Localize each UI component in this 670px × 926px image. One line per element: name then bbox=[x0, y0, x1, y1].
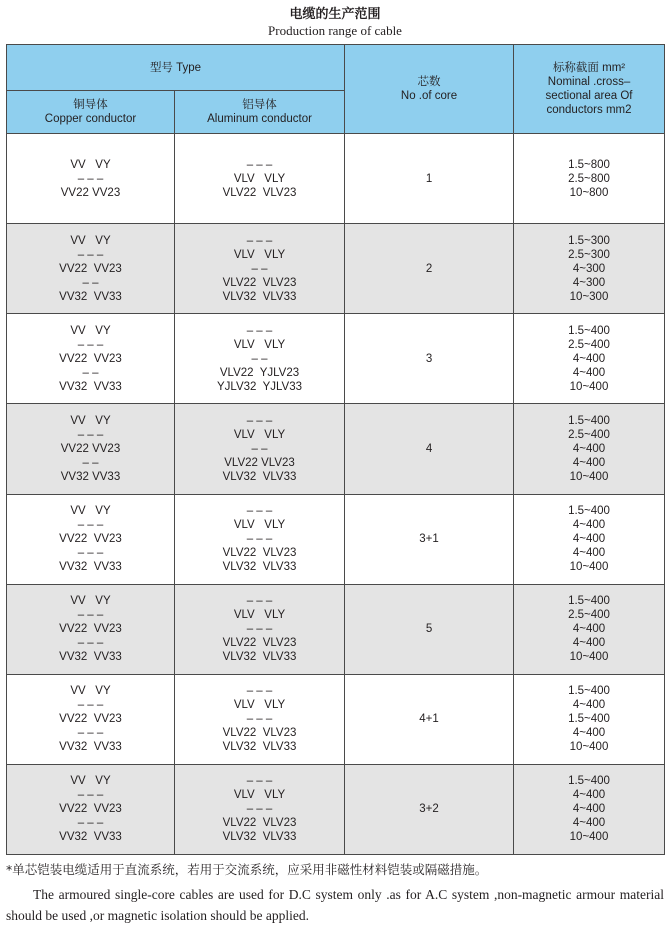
area-cell bbox=[514, 494, 665, 584]
cores-header-cn: 芯数 bbox=[417, 76, 441, 88]
cable-range-table bbox=[6, 44, 665, 855]
copper-cell-line: – – – bbox=[77, 699, 104, 712]
table-row bbox=[7, 404, 665, 494]
copper-cell-line: VV22 VV23 bbox=[59, 803, 122, 816]
aluminum-cell-line: – – – bbox=[246, 775, 273, 788]
aluminum-cell-line: VLV22 VLV23 bbox=[222, 276, 297, 289]
aluminum-cell bbox=[175, 494, 345, 584]
aluminum-cell bbox=[175, 224, 345, 314]
cores-cell: 3 bbox=[345, 314, 514, 404]
area-cell-line: 1.5~400 bbox=[568, 713, 610, 726]
cores-cell: 4 bbox=[345, 404, 514, 494]
table-row bbox=[7, 674, 665, 764]
area-cell-line: 2.5~300 bbox=[568, 248, 610, 261]
area-cell-line: 1.5~400 bbox=[568, 505, 610, 518]
area-cell-line: 4~400 bbox=[572, 699, 606, 712]
area-cell-line: 2.5~400 bbox=[568, 609, 610, 622]
area-cell-line: 4~400 bbox=[572, 456, 606, 469]
cores-cell: 2 bbox=[345, 224, 514, 314]
aluminum-cell-line: VLV32 VLV33 bbox=[222, 651, 297, 664]
area-cell-line: 4~400 bbox=[572, 442, 606, 455]
area-cell-line: 1.5~800 bbox=[568, 158, 610, 171]
area-cell-line: 1.5~400 bbox=[568, 595, 610, 608]
aluminum-cell-line: – – – bbox=[246, 324, 273, 337]
area-cell-line: 4~400 bbox=[572, 519, 606, 532]
copper-cell-line: VV32 VV33 bbox=[59, 290, 122, 303]
copper-cell-line: – – bbox=[82, 276, 99, 289]
aluminum-cell-line: – – bbox=[251, 442, 268, 455]
area-cell-line: 10~400 bbox=[569, 470, 609, 483]
copper-cell-line: VV VY bbox=[70, 234, 111, 247]
copper-cell-line: – – – bbox=[77, 428, 104, 441]
copper-cell-line: VV VY bbox=[70, 505, 111, 518]
copper-cell bbox=[7, 224, 175, 314]
copper-cell-line: VV VY bbox=[70, 414, 111, 427]
note-en: The armoured single-core cables are used for D.C system only .as for A.C system ,non-magnetic armour material should be used ,or magnetic isolation should be applied. bbox=[6, 887, 664, 923]
copper-cell bbox=[7, 404, 175, 494]
cores-header bbox=[345, 45, 514, 134]
table-body bbox=[7, 134, 665, 855]
copper-cell-line: VV22 VV23 bbox=[60, 442, 121, 455]
copper-cell-line: VV22 VV23 bbox=[60, 186, 121, 199]
table-row bbox=[7, 494, 665, 584]
aluminum-cell-line: VLV22 VLV23 bbox=[222, 727, 297, 740]
area-header-cn: 标称截面 mm² bbox=[552, 62, 626, 74]
area-cell bbox=[514, 584, 665, 674]
copper-cell bbox=[7, 314, 175, 404]
area-cell-line: 1.5~400 bbox=[568, 414, 610, 427]
aluminum-cell bbox=[175, 764, 345, 854]
cores-cell: 3+2 bbox=[345, 764, 514, 854]
area-cell bbox=[514, 764, 665, 854]
cores-cell: 1 bbox=[345, 134, 514, 224]
area-header-en-line: sectional area Of bbox=[545, 90, 633, 102]
area-cell-line: 4~300 bbox=[572, 262, 606, 275]
copper-cell bbox=[7, 764, 175, 854]
aluminum-cell-line: VLV22 VLV23 bbox=[222, 817, 297, 830]
area-header bbox=[514, 45, 665, 134]
type-header: 型号 Type bbox=[7, 45, 345, 91]
copper-cell bbox=[7, 584, 175, 674]
aluminum-cell-line: – – bbox=[251, 262, 268, 275]
area-cell-line: 10~400 bbox=[569, 831, 609, 844]
aluminum-header-en: Aluminum conductor bbox=[207, 113, 312, 125]
copper-cell-line: VV32 VV33 bbox=[59, 831, 122, 844]
area-cell-line: 10~800 bbox=[569, 186, 609, 199]
aluminum-cell-line: VLV32 VLV33 bbox=[222, 561, 297, 574]
aluminum-cell-line: VLV VLY bbox=[233, 699, 286, 712]
area-cell-line: 4~400 bbox=[572, 623, 606, 636]
aluminum-cell-line: – – – bbox=[246, 234, 273, 247]
area-header-en-line: conductors mm2 bbox=[546, 104, 632, 116]
aluminum-cell-line: – – – bbox=[246, 595, 273, 608]
table-row bbox=[7, 764, 665, 854]
copper-header-en: Copper conductor bbox=[44, 113, 137, 125]
aluminum-cell-line: VLV32 VLV33 bbox=[222, 741, 297, 754]
area-cell bbox=[514, 314, 665, 404]
aluminum-cell-line: VLV22 VLV23 bbox=[222, 547, 297, 560]
page-title-cn: 电缆的生产范围 bbox=[289, 7, 381, 22]
copper-cell-line: – – – bbox=[77, 248, 104, 261]
copper-cell-line: – – – bbox=[77, 637, 104, 650]
copper-cell-line: – – – bbox=[77, 547, 104, 560]
aluminum-cell-line: VLV VLY bbox=[233, 172, 286, 185]
copper-cell-line: VV VY bbox=[70, 324, 111, 337]
cores-cell: 3+1 bbox=[345, 494, 514, 584]
aluminum-cell-line: – – – bbox=[246, 533, 273, 546]
aluminum-cell-line: VLV VLY bbox=[233, 338, 286, 351]
area-cell-line: 4~400 bbox=[572, 533, 606, 546]
copper-cell bbox=[7, 494, 175, 584]
area-cell-line: 10~400 bbox=[569, 651, 609, 664]
aluminum-cell-line: – – bbox=[251, 352, 268, 365]
copper-cell-line: – – – bbox=[77, 338, 104, 351]
copper-cell-line: – – bbox=[82, 366, 99, 379]
copper-cell-line: – – – bbox=[77, 609, 104, 622]
aluminum-cell-line: VLV22 VLV23 bbox=[224, 456, 295, 469]
area-cell-line: 1.5~300 bbox=[568, 234, 610, 247]
aluminum-cell-line: VLV32 VLV33 bbox=[222, 470, 297, 483]
page-title-en: Production range of cable bbox=[268, 23, 402, 38]
aluminum-cell-line: VLV22 VLV23 bbox=[222, 637, 297, 650]
aluminum-cell-line: – – – bbox=[246, 623, 273, 636]
cores-header-en: No .of core bbox=[400, 90, 458, 102]
aluminum-cell-line: YJLV32 YJLV33 bbox=[216, 380, 303, 393]
copper-cell-line: – – – bbox=[77, 172, 104, 185]
area-cell-line: 4~400 bbox=[572, 817, 606, 830]
aluminum-cell-line: – – – bbox=[246, 713, 273, 726]
area-cell bbox=[514, 404, 665, 494]
copper-cell-line: VV32 VV33 bbox=[59, 741, 122, 754]
area-cell-line: 4~400 bbox=[572, 352, 606, 365]
aluminum-cell-line: VLV VLY bbox=[233, 789, 286, 802]
copper-cell-line: – – bbox=[82, 456, 99, 469]
area-cell-line: 10~400 bbox=[569, 380, 609, 393]
table-row bbox=[7, 584, 665, 674]
area-cell-line: 1.5~400 bbox=[568, 775, 610, 788]
aluminum-cell bbox=[175, 134, 345, 224]
note-cn: *单芯铠装电缆适用于直流系统，若用于交流系统，应采用非磁性材料铠装或隔磁措施。 bbox=[6, 862, 488, 877]
area-cell-line: 4~400 bbox=[572, 789, 606, 802]
area-cell-line: 4~400 bbox=[572, 727, 606, 740]
copper-cell bbox=[7, 134, 175, 224]
copper-cell-line: VV VY bbox=[70, 158, 111, 171]
aluminum-cell bbox=[175, 404, 345, 494]
aluminum-cell-line: – – – bbox=[246, 685, 273, 698]
aluminum-cell-line: – – – bbox=[246, 505, 273, 518]
area-cell-line: 10~400 bbox=[569, 561, 609, 574]
area-cell bbox=[514, 674, 665, 764]
area-cell-line: 10~300 bbox=[569, 290, 609, 303]
area-cell-line: 4~400 bbox=[572, 547, 606, 560]
copper-cell-line: VV VY bbox=[70, 595, 111, 608]
table-row bbox=[7, 224, 665, 314]
area-cell bbox=[514, 224, 665, 314]
aluminum-cell-line: VLV VLY bbox=[233, 519, 286, 532]
copper-cell-line: – – – bbox=[77, 519, 104, 532]
copper-cell-line: VV22 VV23 bbox=[59, 262, 122, 275]
aluminum-cell-line: VLV32 VLV33 bbox=[222, 290, 297, 303]
copper-cell-line: VV22 VV23 bbox=[59, 352, 122, 365]
table-row bbox=[7, 314, 665, 404]
copper-cell-line: VV32 VV33 bbox=[59, 380, 122, 393]
aluminum-cell-line: – – – bbox=[246, 803, 273, 816]
area-cell-line: 4~300 bbox=[572, 276, 606, 289]
copper-cell-line: VV VY bbox=[70, 685, 111, 698]
copper-cell-line: VV22 VV23 bbox=[59, 533, 122, 546]
copper-cell-line: VV32 VV33 bbox=[59, 561, 122, 574]
area-header-en-line: Nominal .cross– bbox=[547, 76, 631, 88]
area-cell-line: 4~400 bbox=[572, 803, 606, 816]
copper-cell-line: – – – bbox=[77, 789, 104, 802]
aluminum-cell-line: VLV22 VLV23 bbox=[222, 186, 297, 199]
cores-cell: 5 bbox=[345, 584, 514, 674]
table-row bbox=[7, 134, 665, 224]
aluminum-cell-line: – – – bbox=[246, 158, 273, 171]
copper-cell-line: VV22 VV23 bbox=[59, 713, 122, 726]
cores-cell: 4+1 bbox=[345, 674, 514, 764]
aluminum-cell-line: VLV VLY bbox=[233, 609, 286, 622]
aluminum-header-cn: 铝导体 bbox=[242, 99, 277, 111]
aluminum-cell-line: VLV22 YJLV23 bbox=[219, 366, 300, 379]
aluminum-cell bbox=[175, 584, 345, 674]
aluminum-cell-line: VLV VLY bbox=[233, 428, 286, 441]
area-cell-line: 1.5~400 bbox=[568, 685, 610, 698]
area-cell bbox=[514, 134, 665, 224]
aluminum-cell bbox=[175, 314, 345, 404]
copper-cell-line: – – – bbox=[77, 817, 104, 830]
copper-cell bbox=[7, 674, 175, 764]
area-cell-line: 2.5~400 bbox=[568, 428, 610, 441]
area-cell-line: 10~400 bbox=[569, 741, 609, 754]
area-cell-line: 4~400 bbox=[572, 637, 606, 650]
aluminum-cell bbox=[175, 674, 345, 764]
area-cell-line: 2.5~400 bbox=[568, 338, 610, 351]
copper-cell-line: VV32 VV33 bbox=[60, 470, 121, 483]
area-cell-line: 4~400 bbox=[572, 366, 606, 379]
aluminum-cell-line: – – – bbox=[246, 414, 273, 427]
area-cell-line: 2.5~800 bbox=[568, 172, 610, 185]
aluminum-cell-line: VLV32 VLV33 bbox=[222, 831, 297, 844]
aluminum-header bbox=[175, 91, 345, 134]
copper-header bbox=[7, 91, 175, 134]
copper-cell-line: VV22 VV23 bbox=[59, 623, 122, 636]
copper-header-cn: 铜导体 bbox=[73, 99, 108, 111]
aluminum-cell-line: VLV VLY bbox=[233, 248, 286, 261]
copper-cell-line: – – – bbox=[77, 727, 104, 740]
copper-cell-line: VV VY bbox=[70, 775, 111, 788]
copper-cell-line: VV32 VV33 bbox=[59, 651, 122, 664]
area-cell-line: 1.5~400 bbox=[568, 324, 610, 337]
